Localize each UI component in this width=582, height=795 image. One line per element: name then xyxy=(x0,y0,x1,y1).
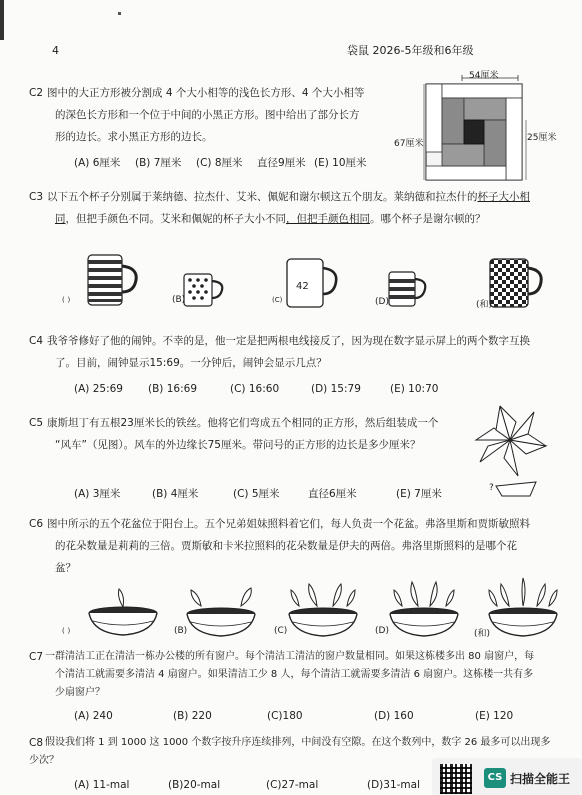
c3-text-line-2-underlined: 同 xyxy=(55,213,66,225)
page-title: 袋鼠 2026-5年级和6年级 xyxy=(347,44,474,57)
c7-option-a: (A) 240 xyxy=(74,710,113,722)
flower-pot-a xyxy=(83,583,163,639)
c5-option-d: 直径6厘米 xyxy=(308,488,357,500)
qr-code xyxy=(440,764,472,794)
c4-option-c: (C) 16:60 xyxy=(230,383,280,395)
c4-option-e: (E) 10:70 xyxy=(390,383,439,395)
c5-option-c: (C) 5厘米 xyxy=(233,488,280,500)
c5-option-a: (A) 3厘米 xyxy=(74,488,121,500)
c3-text-line-1 xyxy=(47,187,530,207)
c8-option-a: (A) 11-mal xyxy=(74,779,130,791)
c3-text-line-1-a: 以下五个杯子分别属于莱纳德、拉杰什、艾米、佩妮和谢尔顿这五个朋友。莱纳德和拉杰什的 xyxy=(47,191,478,203)
c7-text-line-2: 个清洁工就需要多清洁 4 扇窗户。如果清洁工少 8 人，每个清洁工就需要多清洁 6 扇窗户。这栋楼一共有多 xyxy=(55,669,534,680)
c5-text-line-2: “风车”（见图）。风车的外边缘长75厘米。带问号的正方形的边长是多少厘米？ xyxy=(55,439,421,451)
pot-label-e: (和) xyxy=(474,629,491,639)
c2-option-e: (E) 10厘米 xyxy=(314,157,367,169)
c5-option-b: (B) 4厘米 xyxy=(152,488,199,500)
flower-pot-b xyxy=(181,578,261,640)
c3-text-line-2-b: 。哪个杯子是谢尔顿的？ xyxy=(370,213,486,225)
pinwheel-question-mark: ? xyxy=(489,483,494,493)
c2-text-line-1: 图中的大正方形被分割成 4 个大小相等的浅色长方形、4 个大小相等 xyxy=(47,87,365,99)
c8-option-d: (D)31-mal xyxy=(367,779,421,791)
flower-pot-c xyxy=(283,574,363,640)
c2-label-67: 67厘米 xyxy=(394,139,424,149)
c5-option-e: (E) 7厘米 xyxy=(396,488,442,500)
c2-option-a: (A) 6厘米 xyxy=(74,157,121,169)
c2-label-54: 54厘米 xyxy=(469,71,499,81)
flower-pot-e xyxy=(483,570,563,640)
c7-option-c: (C)180 xyxy=(267,710,303,722)
c7-option-e: (E) 120 xyxy=(475,710,514,722)
question-number-c4: C4 xyxy=(29,335,44,347)
c3-text-line-1-underlined: 杯子大小相 xyxy=(477,191,530,203)
mug-c-number: 42 xyxy=(296,281,309,292)
scan-dot xyxy=(118,12,121,15)
c8-text-line-2: 少次？ xyxy=(29,755,59,766)
mug-c xyxy=(283,256,339,312)
c8-option-b: (B)20-mal xyxy=(168,779,221,791)
c3-text-line-2-a: ，但把手颜色不同。艾米和佩妮的杯子大小不同 xyxy=(65,213,286,225)
mug-label-e: (和) xyxy=(476,300,493,310)
c7-text-line-1: 一群清洁工正在清洁一栋办公楼的所有窗户。每个清洁工清洁的窗户数量相同。如果这栋楼多出 80 扇窗户，每 xyxy=(45,651,535,662)
question-number-c5: C5 xyxy=(29,417,44,429)
mug-a xyxy=(82,252,142,310)
c4-option-b: (B) 16:69 xyxy=(148,383,197,395)
camscanner-text: 扫描全能王 xyxy=(510,772,571,786)
page-number: 4 xyxy=(52,44,59,57)
c2-option-b: (B) 7厘米 xyxy=(135,157,182,169)
c8-option-c: (C)27-mal xyxy=(266,779,319,791)
mug-label-d: (D) xyxy=(375,297,389,307)
question-number-c8: C8 xyxy=(29,737,44,749)
c3-text-line-2 xyxy=(55,209,486,229)
mug-label-b: (B) xyxy=(172,295,186,305)
square-division-figure xyxy=(420,70,530,190)
mug-label-c: (C) xyxy=(272,296,283,304)
c4-text-line-2: 了。目前，闹钟显示15:69。一分钟后，闹钟会显示几点？ xyxy=(55,357,327,369)
question-number-c2: C2 xyxy=(29,87,44,99)
pot-label-d: (D) xyxy=(375,626,389,636)
mug-label-a: ( ) xyxy=(62,296,71,304)
scan-edge-mark xyxy=(0,0,4,40)
question-number-c3: C3 xyxy=(29,191,44,203)
c6-text-line-3: 盆？ xyxy=(55,562,76,574)
c6-text-line-1: 图中所示的五个花盆位于阳台上。五个兄弟姐妹照料着它们，每人负责一个花盆。弗洛里斯和贾斯敏照料 xyxy=(47,518,530,530)
pot-label-a: ( ) xyxy=(62,627,71,635)
c2-text-line-3: 形的边长。求小黑正方形的边长。 xyxy=(55,131,213,143)
pinwheel-figure xyxy=(470,400,550,500)
mug-b xyxy=(180,272,226,310)
c8-text-line-1: 假设我们将 1 到 1000 这 1000 个数字按升序连续排列，中间没有空隙。在这个数列中，数字 26 最多可以出现多 xyxy=(45,737,551,748)
mug-d xyxy=(385,270,429,310)
c4-option-d: (D) 15:79 xyxy=(311,383,361,395)
pot-label-b: (B) xyxy=(174,626,188,636)
question-number-c7: C7 xyxy=(29,651,44,663)
c4-option-a: (A) 25:69 xyxy=(74,383,123,395)
c7-option-d: (D) 160 xyxy=(374,710,414,722)
c2-option-d: 直径9厘米 xyxy=(257,157,306,169)
c5-text-line-1: 康斯坦丁有五根23厘米长的铁丝。他将它们弯成五个相同的正方形，然后组装成一个 xyxy=(47,417,439,429)
c6-text-line-2: 的花朵数量是莉莉的三倍。贾斯敏和卡米拉照料的花朵数量是伊夫的两倍。弗洛里斯照料的是哪个花 xyxy=(55,540,517,552)
c2-label-25: 25厘米 xyxy=(527,133,557,143)
c7-option-b: (B) 220 xyxy=(173,710,212,722)
pot-label-c: (C) xyxy=(274,626,288,636)
c2-option-c: (C) 8厘米 xyxy=(196,157,243,169)
c3-text-line-2-underlined-2: ，但把手颜色相同 xyxy=(286,213,370,225)
c2-text-line-2: 的深色长方形和一个位于中间的小黑正方形。图中给出了部分长方 xyxy=(55,109,360,121)
c7-text-line-3: 少扇窗户？ xyxy=(55,687,105,698)
c4-text-line-1: 我爷爷修好了他的闹钟。不幸的是，他一定是把两根电线接反了，因为现在数字显示屏上的两个数字互换 xyxy=(47,335,530,347)
mug-e xyxy=(486,256,546,312)
flower-pot-d xyxy=(384,574,464,640)
question-number-c6: C6 xyxy=(29,518,44,530)
camscanner-badge: CS xyxy=(484,768,506,788)
